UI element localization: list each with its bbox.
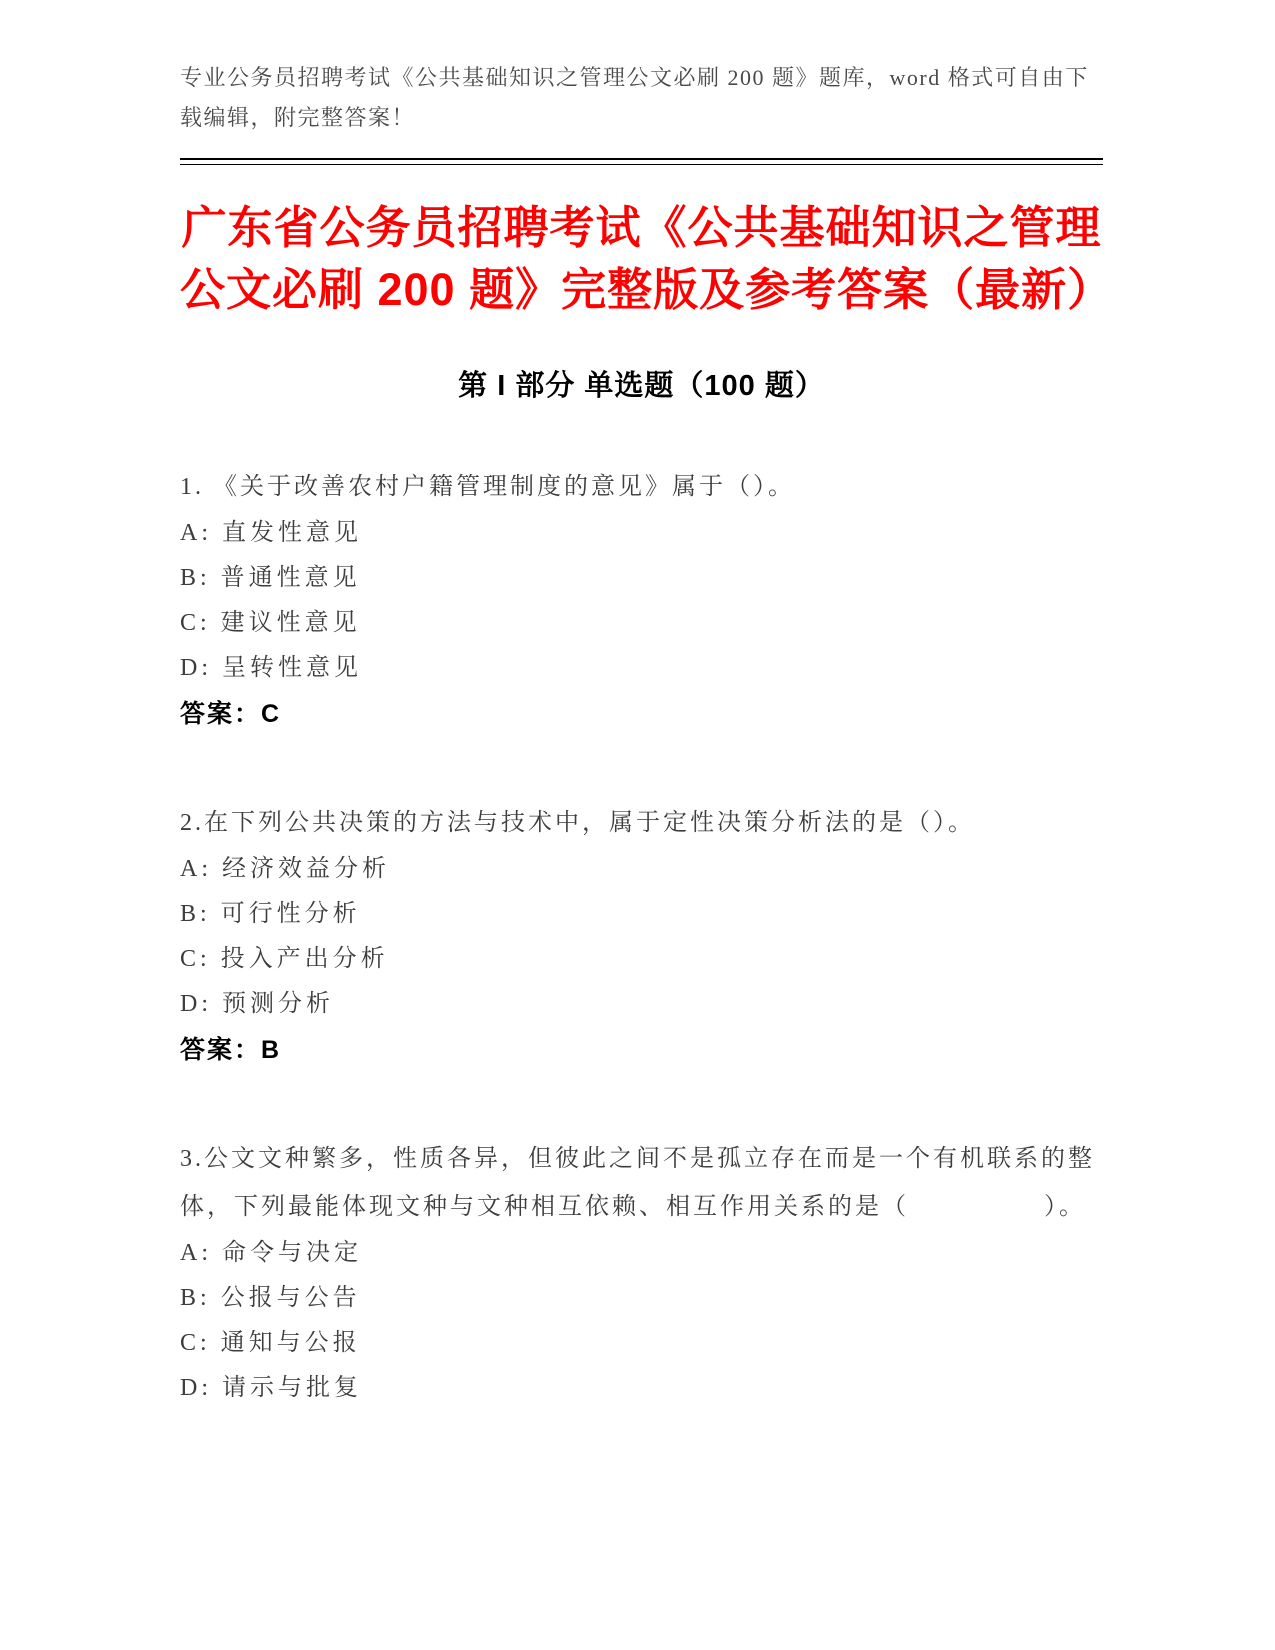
question-block-1: [180, 463, 1103, 737]
option-d: D: 请示与批复: [180, 1375, 362, 1401]
section-heading: 第 I 部分 单选题（100 题）: [458, 370, 825, 402]
answer-line: 答案：C: [180, 700, 282, 728]
question-text: 2.在下列公共决策的方法与技术中，属于定性决策分析法的是（）。: [180, 810, 975, 836]
document-title: 广东省公务员招聘考试《公共基础知识之管理公文必刷 200 题》完整版及参考答案（最新）: [180, 202, 1114, 315]
option-d: D: 呈转性意见: [180, 655, 362, 681]
question-list: [180, 463, 1103, 1411]
header-divider-rule: [180, 158, 1103, 165]
question-text: 3.公文文种繁多，性质各异，但彼此之间不是孤立存在而是一个有机联系的整体，下列最能体现文种与文种相互依赖、相互作用关系的是（ ）。: [180, 1146, 1095, 1220]
page-header: [180, 58, 1103, 138]
option-c: C: 建议性意见: [180, 610, 361, 636]
option-c: C: 投入产出分析: [180, 946, 389, 972]
option-a: A: 命令与决定: [180, 1240, 362, 1266]
option-b: B: 普通性意见: [180, 565, 361, 591]
option-d: D: 预测分析: [180, 991, 334, 1017]
question-block-2: [180, 799, 1103, 1073]
option-c: C: 通知与公报: [180, 1330, 361, 1356]
option-b: B: 可行性分析: [180, 901, 361, 927]
option-a: A: 直发性意见: [180, 520, 362, 546]
answer-line: 答案：B: [180, 1036, 282, 1064]
question-block-3: [180, 1135, 1103, 1411]
header-text: 专业公务员招聘考试《公共基础知识之管理公文必刷 200 题》题库，word 格式可自由下载编辑，附完整答案！: [180, 65, 1089, 130]
question-text: 1. 《关于改善农村户籍管理制度的意见》属于（）。: [180, 474, 795, 500]
option-a: A: 经济效益分析: [180, 856, 390, 882]
option-b: B: 公报与公告: [180, 1285, 361, 1311]
